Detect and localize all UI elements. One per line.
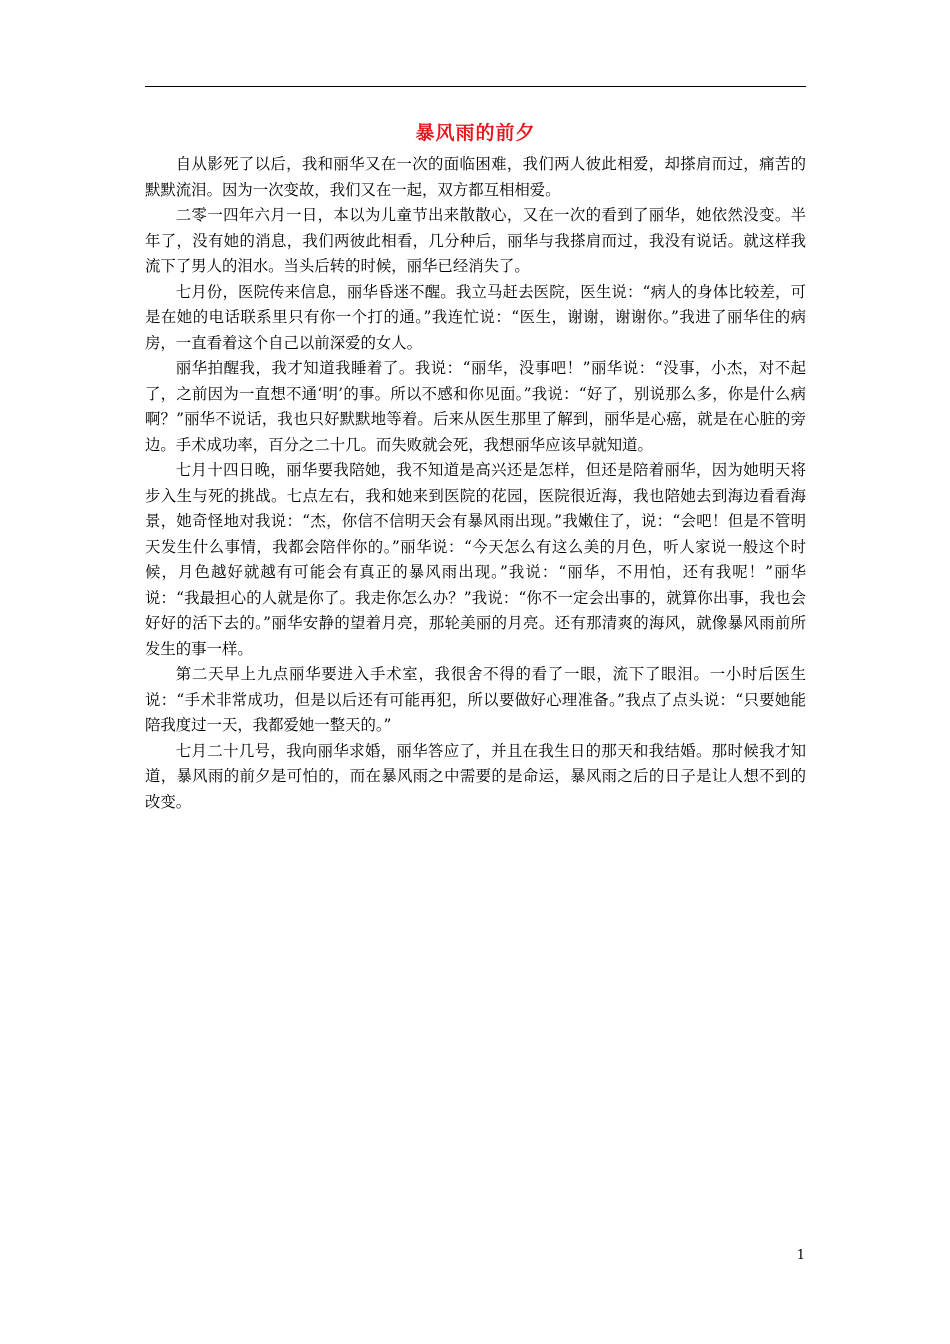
paragraph-6: 第二天早上九点丽华要进入手术室，我很舍不得的看了一眼，流下了眼泪。一小时后医生说：“手术非常成功，但是以后还有可能再犯，所以要做好心理准备。”我点了点头说：“只要她能陪我度过一天，我都爱她一整天的。” xyxy=(145,665,806,734)
document-title: 暴风雨的前夕 xyxy=(415,122,536,144)
header-rule xyxy=(145,86,806,87)
paragraph-2: 二零一四年六月一日，本以为儿童节出来散散心，又在一次的看到了丽华，她依然没变。半年了，没有她的消息，我们两彼此相看，几分种后，丽华与我搽肩而过，我没有说话。就这样我流下了男人的泪水。当头后转的时候，丽华已经消失了。 xyxy=(145,206,806,275)
page-number: 1 xyxy=(796,1248,805,1263)
paragraph-7: 七月二十几号，我向丽华求婚，丽华答应了，并且在我生日的那天和我结婚。那时候我才知道，暴风雨的前夕是可怕的，而在暴风雨之中需要的是命运，暴风雨之后的日子是让人想不到的改变。 xyxy=(145,741,806,811)
paragraph-4: 丽华拍醒我，我才知道我睡着了。我说：“丽华，没事吧！”丽华说：“没事，小杰，对不起了，之前因为一直想不通‘明’的事。所以不感和你见面。”我说：“好了，别说那么多，你是什么病啊？”丽华不说话，我也只好默默地等着。后来从医生那里了解到，丽华是心癌，就是在心脏的旁边。手术成功率，百分之二十几。而失败就会死，我想丽华应该早就知道。 xyxy=(145,359,806,454)
paragraph-5: 七月十四日晚，丽华要我陪她，我不知道是高兴还是怎样，但还是陪着丽华，因为她明天将步入生与死的挑战。七点左右，我和她来到医院的花园，医院很近海，我也陪她去到海边看看海景，她奇怪地对我说：“杰，你信不信明天会有暴风雨出现。”我嫩住了，说：“会吧！但是不管明天发生什么事情，我都会陪伴你的。”丽华说：“今天怎么有这么美的月色，听人家说一般这个时候，月色越好就越有可能会有真正的暴风雨出现。”我说：“丽华，不用怕，还有我呢！”丽华说：“我最担心的人就是你了。我走你怎么办？”我说：“你不一定会出事的，就算你出事，我也会好好的活下去的。”丽华安静的望着月亮，那轮美丽的月亮。还有那清爽的海风，就像暴风雨前所发生的事一样。 xyxy=(145,461,806,658)
paragraph-1: 自从影死了以后，我和丽华又在一次的面临困难，我们两人彼此相爱，却搽肩而过，痛苦的默默流泪。因为一次变故，我们又在一起，双方都互相相爱。 xyxy=(145,155,806,199)
document-body xyxy=(145,118,806,815)
paragraph-3: 七月份，医院传来信息，丽华昏迷不醒。我立马赶去医院，医生说：“病人的身体比较差，可是在她的电话联系里只有你一个打的通。”我连忙说：“医生，谢谢，谢谢你。”我进了丽华住的病房，一直看着这个自己以前深爱的女人。 xyxy=(145,282,806,352)
